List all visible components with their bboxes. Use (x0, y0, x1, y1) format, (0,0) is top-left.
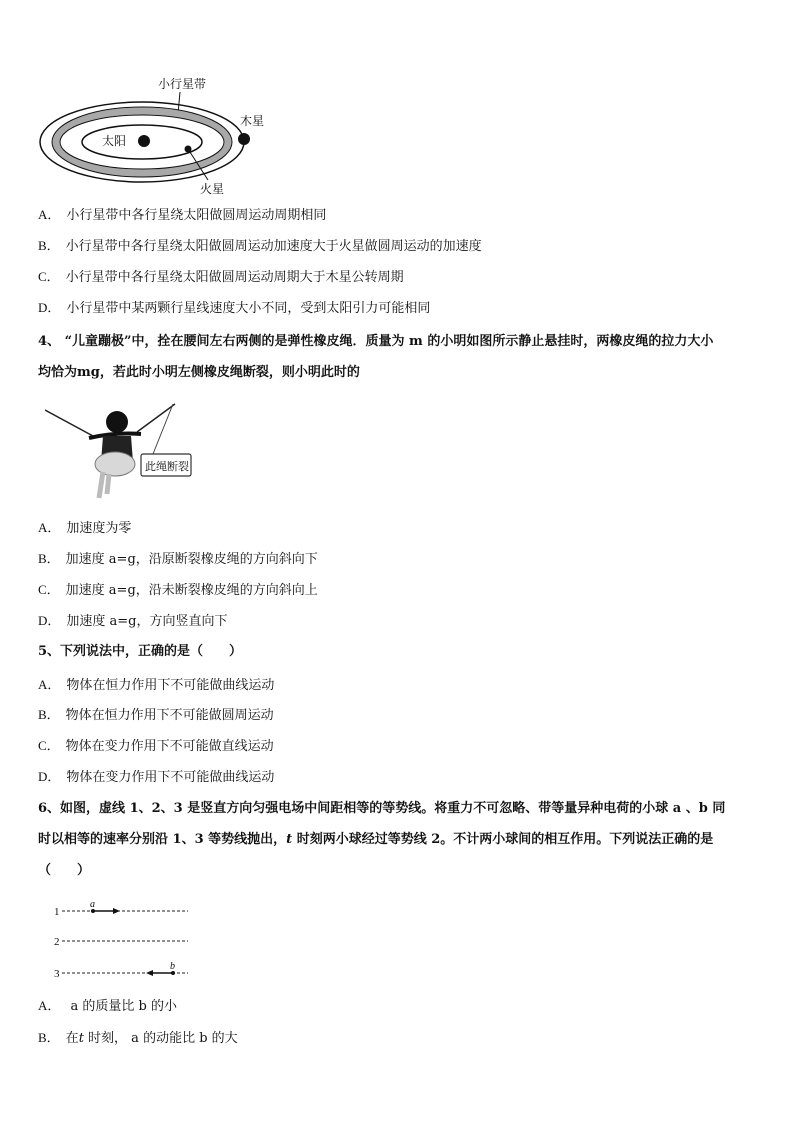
equipotential-figure (50, 898, 195, 982)
q4-option-b: B． 加速度 a=g，沿原断裂橡皮绳的方向斜向下 (38, 551, 318, 567)
q6-stem-line2: 时以相等的速率分别沿 1、3 等势线抛出，t 时刻两小球经过等势线 2。不计两小球间的相互作用。下列说法正确的是 (38, 832, 714, 847)
q5-option-b: B． 物体在恒力作用下不可能做圆周运动 (38, 707, 274, 723)
q4-option-d: D． 加速度 a=g，方向竖直向下 (38, 613, 228, 629)
ball-b-label: b (170, 961, 175, 972)
q3-option-c: C． 小行星带中各行星绕太阳做圆周运动周期大于木星公转周期 (38, 269, 404, 285)
q5-option-d: D． 物体在变力作用下不可能做曲线运动 (38, 769, 275, 785)
q5-stem: 5、下列说法中，正确的是（ ） (38, 644, 243, 659)
q4-option-a: A． 加速度为零 (38, 520, 132, 536)
line-3-label: 3 (54, 968, 60, 980)
mars-label: 火星 (200, 182, 225, 196)
right-rope-2 (153, 404, 173, 454)
q5-option-c: C． 物体在变力作用下不可能做直线运动 (38, 738, 274, 754)
jupiter-label: 木星 (240, 114, 265, 128)
ball-b-arrowhead (146, 970, 153, 976)
q3-option-a: A． 小行星带中各行星绕太阳做圆周运动周期相同 (38, 207, 327, 223)
orbit-diagram (30, 72, 290, 200)
left-rope (45, 410, 93, 436)
sun-label: 太阳 (102, 134, 127, 148)
broken-rope-caption: 此绳断裂 (145, 460, 189, 473)
bungee-figure (45, 402, 195, 502)
q5-option-a: A． 物体在恒力作用下不可能做曲线运动 (38, 677, 275, 693)
q4-option-c: C． 加速度 a=g，沿未断裂橡皮绳的方向斜向上 (38, 582, 318, 598)
q3-option-b: B． 小行星带中各行星绕太阳做圆周运动加速度大于火星做圆周运动的加速度 (38, 238, 482, 254)
ball-a-label: a (90, 899, 95, 910)
jupiter-dot (238, 133, 250, 145)
right-rope (137, 404, 175, 432)
q4-stem-line2: 均恰为mg，若此时小明左侧橡皮绳断裂，则小明此时的 (38, 365, 360, 380)
q6-option-a: A． a 的质量比 b 的小 (38, 998, 177, 1014)
child-head (106, 411, 128, 433)
line-2-label: 2 (54, 936, 60, 948)
q6-option-b: B． 在t 时刻， a 的动能比 b 的大 (38, 1030, 238, 1046)
q4-stem-line1: 4、 “儿童蹦极”中，拴在腰间左右两侧的是弹性橡皮绳．质量为 m 的小明如图所示静止悬挂时，两橡皮绳的拉力大小 (38, 334, 714, 349)
q6-stem-line1: 6、如图，虚线 1、2、3 是竖直方向匀强电场中间距相等的等势线。将重力不可忽略、带等量异种电荷的小球 a 、b 同 (38, 801, 726, 816)
q3-option-d: D． 小行星带中某两颗行星线速度大小不同，受到太阳引力可能相同 (38, 300, 431, 316)
ball-a-arrowhead (113, 908, 120, 914)
q6-stem-line3: （ ） (38, 863, 91, 878)
line-1-label: 1 (54, 906, 60, 918)
asteroid-belt-label: 小行星带 (158, 77, 207, 91)
child-legs (99, 472, 109, 498)
sun-dot (138, 135, 150, 147)
